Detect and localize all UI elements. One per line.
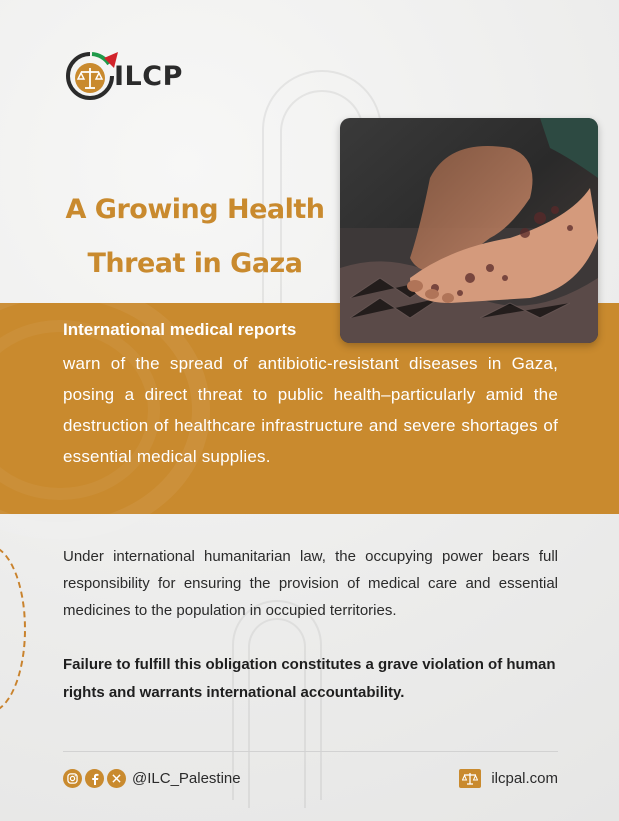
band-text: warn of the spread of antibiotic-resistant diseases in Gaza, posing a direct threat to public health–particularly amid the destruction of healthcare infrastructure and severe shortages of essential medical supplies. <box>63 354 558 466</box>
website-url[interactable]: ilcpal.com <box>491 770 558 787</box>
band-title: International medical reports <box>63 320 297 339</box>
page-title <box>40 183 350 291</box>
title-line-2: Threat in Gaza <box>87 248 303 279</box>
photo-hands <box>340 118 598 343</box>
logo <box>62 48 183 104</box>
decorative-arch <box>248 618 306 808</box>
logo-scales-icon <box>62 48 118 104</box>
website-link[interactable] <box>459 769 558 788</box>
facebook-icon[interactable] <box>85 769 104 788</box>
scales-icon <box>459 769 481 788</box>
body-bold-statement: Failure to fulfill this obligation constitutes a grave violation of human rights and warrants international accountability. <box>63 656 556 701</box>
logo-text: ILCP <box>114 60 183 92</box>
instagram-icon[interactable] <box>63 769 82 788</box>
social-handle[interactable]: @ILC_Palestine <box>132 770 241 787</box>
social-links <box>63 769 241 788</box>
title-line-1: A Growing Health <box>65 194 325 225</box>
body-paragraph: Under international humanitarian law, the occupying power bears full responsibility for ensuring the provision of medical care and essential medicines to the population in occupied territories. <box>63 548 558 619</box>
decorative-dashed-curve <box>0 545 26 713</box>
x-icon[interactable] <box>107 769 126 788</box>
divider <box>63 751 558 752</box>
